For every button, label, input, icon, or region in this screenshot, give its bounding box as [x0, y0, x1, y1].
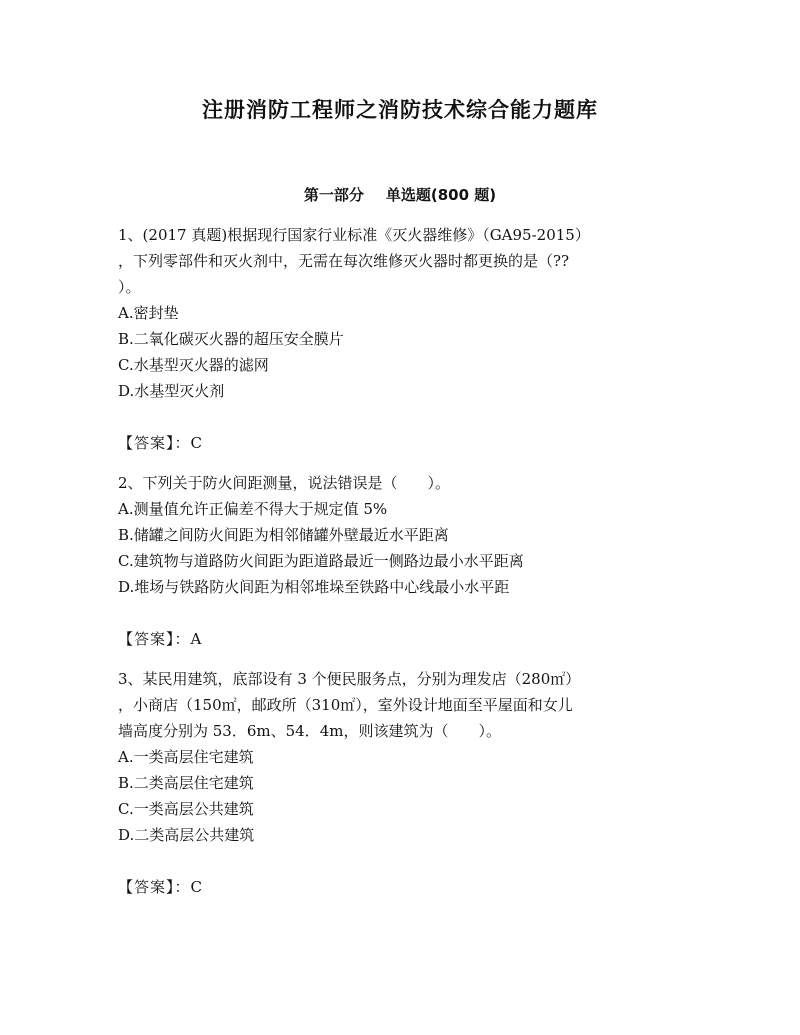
option-d: D.水基型灭火剂: [118, 382, 225, 400]
answer-value: C: [190, 878, 202, 896]
option-d: D.二类高层公共建筑: [118, 826, 255, 844]
question-stem-line: 3、某民用建筑，底部设有 3 个便民服务点，分别为理发店（280㎡）: [118, 670, 581, 688]
answer-value: A: [190, 630, 202, 648]
answer-value: C: [190, 434, 202, 452]
question-stem-line: ，小商店（150㎡，邮政所（310㎡），室外设计地面至平屋面和女儿: [118, 696, 573, 714]
answer-label: 【答案】：: [118, 878, 191, 896]
question-2: [118, 470, 678, 652]
question-stem-line: 2、下列关于防火间距测量，说法错误是（ ）。: [118, 474, 451, 492]
option-list: [118, 744, 678, 848]
question-list: [118, 222, 678, 914]
question-3: [118, 666, 678, 900]
option-d: D.堆场与铁路防火间距为相邻堆垛至铁路中心线最小水平距: [118, 578, 510, 596]
question-1: [118, 222, 678, 456]
option-c: C.水基型灭火器的滤网: [118, 356, 269, 374]
option-list: [118, 300, 678, 404]
answer-label: 【答案】：: [118, 630, 191, 648]
answer-line: [118, 874, 678, 900]
option-a: A.一类高层住宅建筑: [118, 748, 254, 766]
option-c: C.一类高层公共建筑: [118, 800, 254, 818]
option-a: A.测量值允许正偏差不得大于规定值 5%: [118, 500, 388, 518]
question-stem: [118, 666, 678, 744]
option-c: C.建筑物与道路防火间距为距道路最近一侧路边最小水平距离: [118, 552, 524, 570]
section-heading: [0, 184, 800, 205]
question-stem: [118, 470, 678, 496]
answer-label: 【答案】：: [118, 434, 191, 452]
question-stem: [118, 222, 678, 300]
question-stem-line: ）。: [118, 278, 141, 296]
document-title: 注册消防工程师之消防技术综合能力题库: [202, 98, 598, 122]
option-list: [118, 496, 678, 600]
option-b: B.二类高层住宅建筑: [118, 774, 254, 792]
question-stem-line: 墙高度分别为 53．6m、54．4m，则该建筑为（ ）。: [118, 722, 501, 740]
question-stem-line: ，下列零部件和灭火剂中，无需在每次维修灭火器时都更换的是（??: [118, 252, 570, 270]
section-name: 单选题(800 题): [385, 186, 497, 204]
answer-line: [118, 626, 678, 652]
option-b: B.二氧化碳灭火器的超压安全膜片: [118, 330, 344, 348]
option-a: A.密封垫: [118, 304, 179, 322]
section-label: 第一部分: [303, 186, 364, 204]
option-b: B.储罐之间防火间距为相邻储罐外壁最近水平距离: [118, 526, 449, 544]
answer-line: [118, 430, 678, 456]
question-stem-line: 1、(2017 真题)根据现行国家行业标准《灭火器维修》（GA95-2015）: [118, 226, 590, 244]
